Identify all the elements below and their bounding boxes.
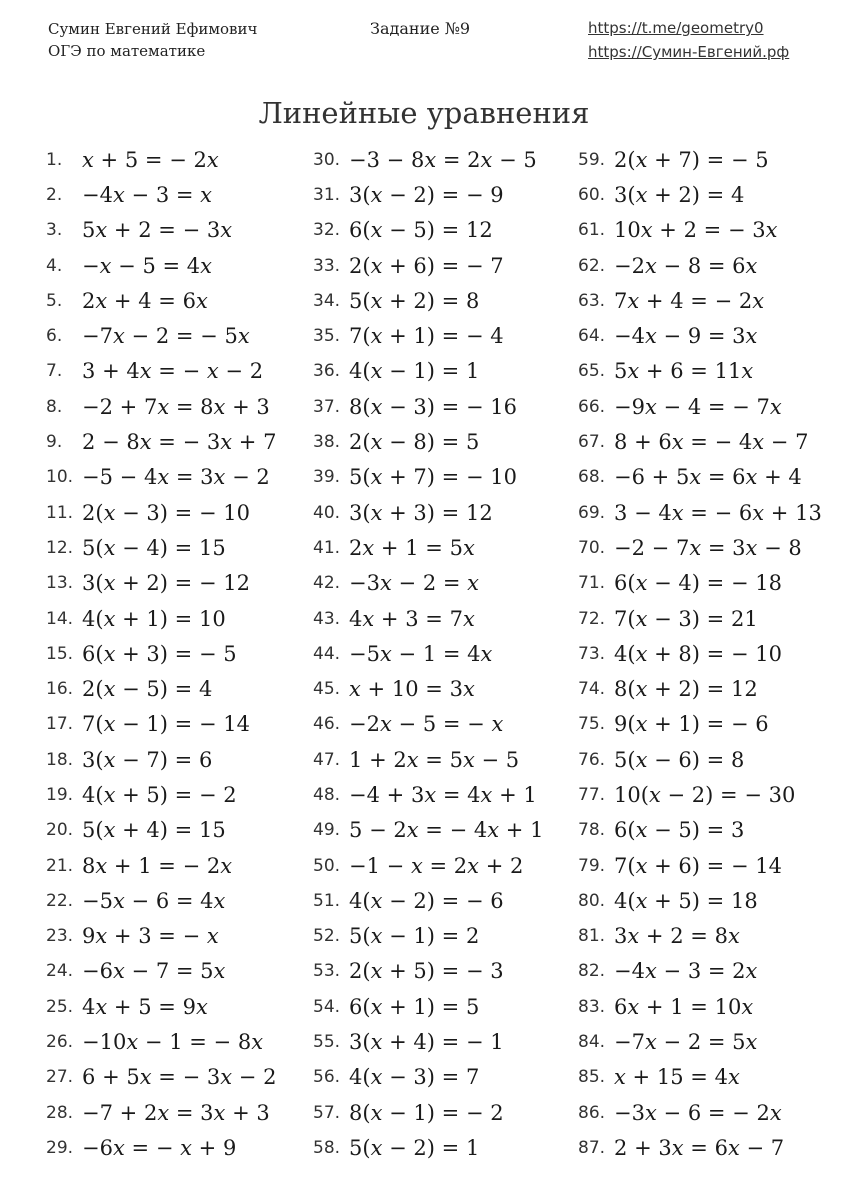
equation-text: 5(x − 6) = 8 xyxy=(614,747,745,772)
equation-number: 80. xyxy=(578,890,606,911)
equation-number: 38. xyxy=(313,432,341,453)
equation-column-2 xyxy=(313,142,543,1166)
equation-number: 76. xyxy=(578,749,606,770)
equation-item xyxy=(578,318,822,353)
equation-item xyxy=(313,1130,543,1165)
equation-text: −4x − 3 = 2x xyxy=(614,959,758,984)
equation-text: 4(x + 5) = 18 xyxy=(614,888,758,913)
equation-number: 83. xyxy=(578,996,606,1017)
equation-number: 71. xyxy=(578,573,606,594)
equation-number: 52. xyxy=(313,926,341,947)
equation-number: 50. xyxy=(313,855,341,876)
task-label: Задание №9 xyxy=(370,19,471,38)
equation-item xyxy=(578,354,822,389)
equation-item xyxy=(46,389,276,424)
equation-text: −3x − 6 = − 2x xyxy=(614,1100,782,1125)
equation-text: −2 + 7x = 8x + 3 xyxy=(82,394,270,419)
equation-item xyxy=(313,389,543,424)
links-block xyxy=(588,16,789,64)
equation-number: 72. xyxy=(578,608,606,629)
equation-item xyxy=(313,813,543,848)
equation-number: 74. xyxy=(578,679,606,700)
website-link[interactable]: https://Сумин-Евгений.рф xyxy=(588,43,790,61)
equation-number: 15. xyxy=(46,643,74,664)
equation-text: 7(x + 6) = − 14 xyxy=(614,853,783,878)
equation-text: −6x − 7 = 5x xyxy=(82,959,226,984)
equation-item xyxy=(46,566,276,601)
equation-item xyxy=(313,707,543,742)
equation-number: 84. xyxy=(578,1032,606,1053)
equation-number: 10. xyxy=(46,467,74,488)
equation-text: x + 5 = − 2x xyxy=(82,147,219,172)
equation-item xyxy=(313,283,543,318)
equation-item xyxy=(313,460,543,495)
equation-item xyxy=(578,919,822,954)
equation-number: 32. xyxy=(313,220,341,241)
equation-text: 4(x − 3) = 7 xyxy=(349,1065,480,1090)
equation-number: 87. xyxy=(578,1137,606,1158)
equation-text: 4(x + 8) = − 10 xyxy=(614,641,783,666)
equation-text: 4x + 5 = 9x xyxy=(82,994,208,1019)
equation-item xyxy=(46,142,276,177)
equation-item xyxy=(578,424,822,459)
equation-item xyxy=(313,530,543,565)
equation-number: 30. xyxy=(313,149,341,170)
equation-text: 2(x + 5) = − 3 xyxy=(349,959,504,984)
equation-item xyxy=(313,213,543,248)
equation-number: 14. xyxy=(46,608,74,629)
equation-item xyxy=(578,742,822,777)
equation-number: 47. xyxy=(313,749,341,770)
equation-item xyxy=(313,566,543,601)
equation-item xyxy=(313,318,543,353)
equation-item xyxy=(46,248,276,283)
equation-text: 8(x − 3) = − 16 xyxy=(349,394,518,419)
equation-text: −2x − 8 = 6x xyxy=(614,253,758,278)
equation-text: 3(x − 7) = 6 xyxy=(82,747,213,772)
equation-number: 43. xyxy=(313,608,341,629)
equation-item xyxy=(578,177,822,212)
equation-item xyxy=(46,671,276,706)
equation-number: 70. xyxy=(578,537,606,558)
equation-number: 42. xyxy=(313,573,341,594)
equation-number: 53. xyxy=(313,961,341,982)
equation-number: 20. xyxy=(46,820,74,841)
equation-text: 2(x − 3) = − 10 xyxy=(82,500,251,525)
equation-text: 4(x − 2) = − 6 xyxy=(349,888,504,913)
equation-item xyxy=(313,601,543,636)
equation-item xyxy=(46,813,276,848)
telegram-link[interactable]: https://t.me/geometry0 xyxy=(588,19,764,37)
equation-text: 5(x + 2) = 8 xyxy=(349,288,480,313)
equation-item xyxy=(46,318,276,353)
equation-item xyxy=(313,1095,543,1130)
equation-number: 31. xyxy=(313,184,341,205)
equation-text: −x − 5 = 4x xyxy=(82,253,213,278)
equation-item xyxy=(578,671,822,706)
equation-text: 2(x + 6) = − 7 xyxy=(349,253,504,278)
equation-text: 5x + 6 = 11x xyxy=(614,359,754,384)
equation-item xyxy=(46,954,276,989)
equation-item xyxy=(46,919,276,954)
equation-item xyxy=(578,1060,822,1095)
equation-text: 4(x + 1) = 10 xyxy=(82,606,226,631)
equation-number: 62. xyxy=(578,255,606,276)
equation-number: 8. xyxy=(46,396,63,417)
equation-item xyxy=(578,1095,822,1130)
equation-item xyxy=(313,989,543,1024)
equation-item xyxy=(578,707,822,742)
equation-text: 5(x − 1) = 2 xyxy=(349,924,480,949)
equation-item xyxy=(578,601,822,636)
equation-number: 2. xyxy=(46,184,63,205)
equation-text: −4x − 9 = 3x xyxy=(614,324,758,349)
equation-text: 8(x − 1) = − 2 xyxy=(349,1100,504,1125)
equation-column-3 xyxy=(578,142,822,1166)
equation-text: 2(x + 7) = − 5 xyxy=(614,147,769,172)
equation-number: 81. xyxy=(578,926,606,947)
equation-number: 29. xyxy=(46,1137,74,1158)
equation-number: 3. xyxy=(46,220,63,241)
equation-text: −2x − 5 = − x xyxy=(349,712,504,737)
equation-item xyxy=(46,1060,276,1095)
equation-number: 85. xyxy=(578,1067,606,1088)
equation-text: 10(x − 2) = − 30 xyxy=(614,782,796,807)
equation-text: −6 + 5x = 6x + 4 xyxy=(614,465,802,490)
equation-item xyxy=(578,389,822,424)
equation-item xyxy=(46,460,276,495)
equation-text: 8(x + 2) = 12 xyxy=(614,677,758,702)
equation-text: −6x = − x + 9 xyxy=(82,1135,237,1160)
equation-number: 68. xyxy=(578,467,606,488)
equation-item xyxy=(46,1130,276,1165)
equation-text: 3(x + 2) = − 12 xyxy=(82,571,251,596)
equation-number: 73. xyxy=(578,643,606,664)
equation-text: 5x + 2 = − 3x xyxy=(82,218,233,243)
equation-number: 26. xyxy=(46,1032,74,1053)
equation-item xyxy=(46,495,276,530)
equation-number: 44. xyxy=(313,643,341,664)
equation-item xyxy=(578,848,822,883)
equation-item xyxy=(46,354,276,389)
equation-item xyxy=(46,777,276,812)
equation-text: −7x − 2 = − 5x xyxy=(82,324,250,349)
equation-text: 7x + 4 = − 2x xyxy=(614,288,765,313)
equation-item xyxy=(46,742,276,777)
equation-number: 64. xyxy=(578,326,606,347)
equation-number: 41. xyxy=(313,537,341,558)
equation-text: 7(x − 1) = − 14 xyxy=(82,712,251,737)
equation-text: 6x + 1 = 10x xyxy=(614,994,754,1019)
equation-number: 65. xyxy=(578,361,606,382)
equation-item xyxy=(313,636,543,671)
equation-text: −4 + 3x = 4x + 1 xyxy=(349,782,537,807)
equation-item xyxy=(578,989,822,1024)
equation-text: −3x − 2 = x xyxy=(349,571,480,596)
equation-text: 5(x − 4) = 15 xyxy=(82,535,226,560)
equation-text: 2(x − 8) = 5 xyxy=(349,430,480,455)
equation-item xyxy=(46,636,276,671)
equation-number: 17. xyxy=(46,714,74,735)
equation-number: 25. xyxy=(46,996,74,1017)
equation-item xyxy=(313,424,543,459)
equation-number: 56. xyxy=(313,1067,341,1088)
equation-number: 61. xyxy=(578,220,606,241)
equation-number: 86. xyxy=(578,1102,606,1123)
equation-text: 3(x − 2) = − 9 xyxy=(349,182,504,207)
equation-item xyxy=(313,1060,543,1095)
equation-text: 6(x − 5) = 12 xyxy=(349,218,493,243)
equation-text: 2x + 4 = 6x xyxy=(82,288,208,313)
equation-item xyxy=(578,1130,822,1165)
equation-item xyxy=(313,883,543,918)
equation-number: 33. xyxy=(313,255,341,276)
equation-item xyxy=(46,213,276,248)
equation-text: 3(x + 2) = 4 xyxy=(614,182,745,207)
equation-number: 34. xyxy=(313,290,341,311)
equation-text: 1 + 2x = 5x − 5 xyxy=(349,747,520,772)
equation-item xyxy=(578,530,822,565)
equation-text: 9(x + 1) = − 6 xyxy=(614,712,769,737)
equation-text: −9x − 4 = − 7x xyxy=(614,394,782,419)
equation-text: 3x + 2 = 8x xyxy=(614,924,740,949)
equation-item xyxy=(313,848,543,883)
equation-item xyxy=(578,248,822,283)
equation-item xyxy=(46,883,276,918)
equation-number: 1. xyxy=(46,149,63,170)
author-name: Сумин Евгений Ефимович xyxy=(48,20,258,38)
equation-text: 8 + 6x = − 4x − 7 xyxy=(614,430,809,455)
equation-number: 58. xyxy=(313,1137,341,1158)
equation-text: 5(x + 4) = 15 xyxy=(82,818,226,843)
equation-number: 6. xyxy=(46,326,63,347)
equation-item xyxy=(578,566,822,601)
equation-text: 4(x − 1) = 1 xyxy=(349,359,480,384)
equation-text: 2 + 3x = 6x − 7 xyxy=(614,1135,785,1160)
equation-number: 67. xyxy=(578,432,606,453)
equation-text: 5(x + 7) = − 10 xyxy=(349,465,518,490)
equation-text: −5x − 1 = 4x xyxy=(349,641,493,666)
equation-text: x + 10 = 3x xyxy=(349,677,475,702)
equation-text: 9x + 3 = − x xyxy=(82,924,219,949)
equation-text: 10x + 2 = − 3x xyxy=(614,218,778,243)
equation-item xyxy=(46,283,276,318)
equation-item xyxy=(313,742,543,777)
equation-text: 3(x + 4) = − 1 xyxy=(349,1030,504,1055)
equation-text: −3 − 8x = 2x − 5 xyxy=(349,147,537,172)
equation-item xyxy=(578,813,822,848)
equation-text: 3 − 4x = − 6x + 13 xyxy=(614,500,822,525)
equation-item xyxy=(578,883,822,918)
equation-text: 4(x + 5) = − 2 xyxy=(82,782,237,807)
equation-item xyxy=(578,495,822,530)
equation-item xyxy=(46,989,276,1024)
equation-text: 8x + 1 = − 2x xyxy=(82,853,233,878)
equation-text: −5 − 4x = 3x − 2 xyxy=(82,465,270,490)
equation-number: 13. xyxy=(46,573,74,594)
equation-text: 5(x − 2) = 1 xyxy=(349,1135,480,1160)
equation-column-1 xyxy=(46,142,276,1166)
equation-text: 4x + 3 = 7x xyxy=(349,606,475,631)
equation-number: 4. xyxy=(46,255,63,276)
equation-item xyxy=(46,848,276,883)
equation-number: 78. xyxy=(578,820,606,841)
equation-text: 3 + 4x = − x − 2 xyxy=(82,359,264,384)
equation-number: 11. xyxy=(46,502,74,523)
equation-item xyxy=(578,636,822,671)
equation-item xyxy=(313,495,543,530)
equation-item xyxy=(313,919,543,954)
equation-item xyxy=(578,954,822,989)
equation-number: 40. xyxy=(313,502,341,523)
equation-number: 63. xyxy=(578,290,606,311)
equation-number: 54. xyxy=(313,996,341,1017)
equation-item xyxy=(578,1024,822,1059)
equation-text: 6 + 5x = − 3x − 2 xyxy=(82,1065,277,1090)
equation-number: 22. xyxy=(46,890,74,911)
equation-number: 57. xyxy=(313,1102,341,1123)
equation-number: 21. xyxy=(46,855,74,876)
equation-number: 46. xyxy=(313,714,341,735)
equation-item xyxy=(46,424,276,459)
equation-item xyxy=(46,177,276,212)
equation-item xyxy=(313,248,543,283)
equation-number: 69. xyxy=(578,502,606,523)
equation-item xyxy=(46,530,276,565)
equation-text: −4x − 3 = x xyxy=(82,182,213,207)
equation-text: −1 − x = 2x + 2 xyxy=(349,853,524,878)
equation-number: 24. xyxy=(46,961,74,982)
equation-text: 6(x − 5) = 3 xyxy=(614,818,745,843)
equation-number: 18. xyxy=(46,749,74,770)
equation-text: 5 − 2x = − 4x + 1 xyxy=(349,818,544,843)
equation-item xyxy=(313,954,543,989)
equation-text: 2 − 8x = − 3x + 7 xyxy=(82,430,277,455)
equation-number: 82. xyxy=(578,961,606,982)
equation-text: 7(x + 1) = − 4 xyxy=(349,324,504,349)
equation-number: 55. xyxy=(313,1032,341,1053)
equation-number: 16. xyxy=(46,679,74,700)
equation-number: 59. xyxy=(578,149,606,170)
equation-text: 2x + 1 = 5x xyxy=(349,535,475,560)
equation-text: 6(x + 1) = 5 xyxy=(349,994,480,1019)
equation-item xyxy=(313,142,543,177)
equation-number: 60. xyxy=(578,184,606,205)
equation-item xyxy=(313,177,543,212)
equation-number: 79. xyxy=(578,855,606,876)
equation-item xyxy=(578,777,822,812)
equation-text: 7(x − 3) = 21 xyxy=(614,606,758,631)
equation-text: 6(x + 3) = − 5 xyxy=(82,641,237,666)
equation-text: −5x − 6 = 4x xyxy=(82,888,226,913)
equation-number: 77. xyxy=(578,784,606,805)
equation-number: 48. xyxy=(313,784,341,805)
equation-number: 12. xyxy=(46,537,74,558)
equation-item xyxy=(313,1024,543,1059)
equation-number: 19. xyxy=(46,784,74,805)
equation-item xyxy=(313,354,543,389)
equation-number: 37. xyxy=(313,396,341,417)
equation-text: −7 + 2x = 3x + 3 xyxy=(82,1100,270,1125)
equation-number: 35. xyxy=(313,326,341,347)
exam-subject: ОГЭ по математике xyxy=(48,42,206,60)
page-title: Линейные уравнения xyxy=(258,96,590,130)
equation-item xyxy=(578,213,822,248)
equation-number: 75. xyxy=(578,714,606,735)
equation-number: 45. xyxy=(313,679,341,700)
equation-item xyxy=(46,1024,276,1059)
equation-number: 36. xyxy=(313,361,341,382)
equation-number: 51. xyxy=(313,890,341,911)
equation-number: 28. xyxy=(46,1102,74,1123)
equation-number: 7. xyxy=(46,361,63,382)
equation-text: 6(x − 4) = − 18 xyxy=(614,571,783,596)
equation-item xyxy=(46,1095,276,1130)
equation-text: −7x − 2 = 5x xyxy=(614,1030,758,1055)
author-block xyxy=(48,18,257,62)
equation-item xyxy=(46,601,276,636)
equation-text: x + 15 = 4x xyxy=(614,1065,740,1090)
equation-number: 27. xyxy=(46,1067,74,1088)
equation-text: 3(x + 3) = 12 xyxy=(349,500,493,525)
equation-item xyxy=(313,671,543,706)
equation-number: 9. xyxy=(46,432,63,453)
equation-number: 23. xyxy=(46,926,74,947)
equation-text: 2(x − 5) = 4 xyxy=(82,677,213,702)
equation-number: 49. xyxy=(313,820,341,841)
equation-item xyxy=(313,777,543,812)
equation-number: 5. xyxy=(46,290,63,311)
equation-number: 39. xyxy=(313,467,341,488)
equation-text: −10x − 1 = − 8x xyxy=(82,1030,264,1055)
equation-item xyxy=(46,707,276,742)
equation-item xyxy=(578,460,822,495)
equation-number: 66. xyxy=(578,396,606,417)
equation-item xyxy=(578,283,822,318)
equation-item xyxy=(578,142,822,177)
equation-text: −2 − 7x = 3x − 8 xyxy=(614,535,802,560)
